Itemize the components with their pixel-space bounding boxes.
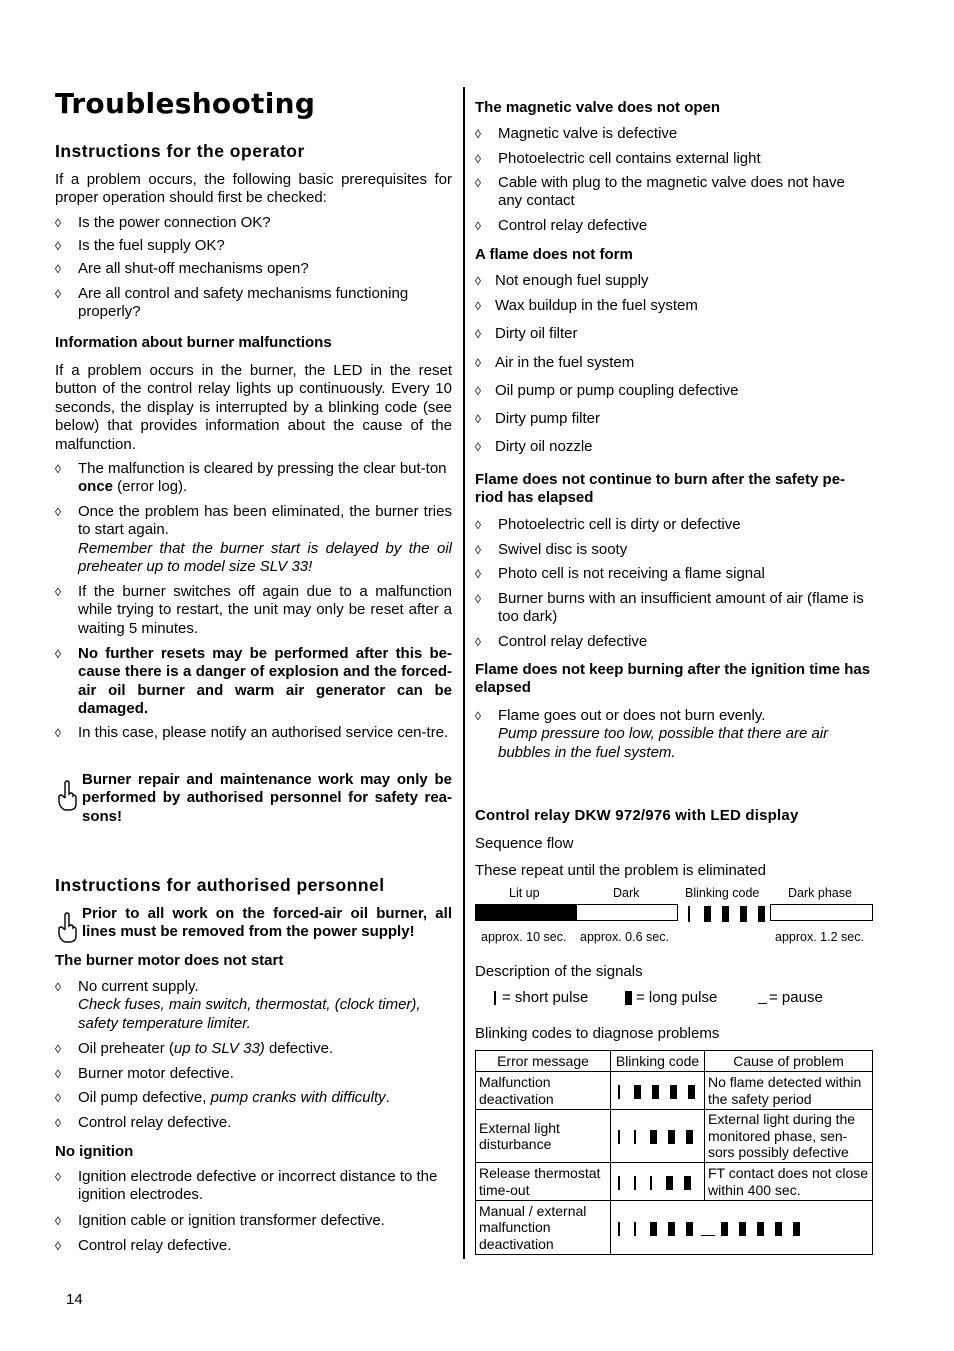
seq-lit-bar — [475, 904, 576, 921]
repeat-label: These repeat until the problem is eliminated — [475, 862, 766, 879]
seq-label-dark-phase: Dark phase — [788, 886, 852, 900]
seq-dark-bar — [576, 904, 678, 921]
page-number: 14 — [66, 1291, 83, 1308]
short-pulse-icon — [494, 991, 496, 1005]
legend-long: = long pulse — [625, 989, 717, 1007]
page-title: Troubleshooting — [55, 87, 316, 120]
blink-code-cell — [611, 1201, 873, 1255]
seq-blink-code — [688, 905, 765, 921]
table-header: Blinking code — [611, 1051, 705, 1072]
legend-pause: = pause — [758, 989, 823, 1007]
info-text: If a problem occurs in the burner, the LED in the reset button of the control relay lights up continuously. Every 10 seconds, the display is interrupted by a blinking code (see below) that provides information about the cause of the malfunction. — [55, 362, 452, 453]
pause-icon — [758, 1003, 767, 1004]
seq-label-lit: Lit up — [509, 886, 540, 900]
table-row: Manual / external malfunction deactivation — [476, 1201, 873, 1255]
operator-intro: If a problem occurs, the following basic prerequisites for proper operation should first be checked: — [55, 171, 452, 207]
ignition-heading: No ignition — [55, 1143, 134, 1160]
blink-code-cell — [611, 1163, 705, 1201]
seq-time-2: approx. 0.6 sec. — [580, 930, 669, 944]
valve-heading: The magnetic valve does not open — [475, 99, 721, 116]
flame-heading: A flame does not form — [475, 246, 633, 263]
seq-time-1: approx. 10 sec. — [481, 930, 567, 944]
table-header: Cause of problem — [705, 1051, 873, 1072]
pointing-hand-icon — [57, 780, 77, 812]
seq-dark-phase-bar — [770, 904, 873, 921]
personnel-heading: Instructions for authorised personnel — [55, 875, 385, 895]
personnel-warning: Prior to all work on the forced-air oil burner, all lines must be removed from the power supply! — [82, 905, 452, 941]
seq-time-3: approx. 1.2 sec. — [775, 930, 864, 944]
operator-heading: Instructions for the operator — [55, 141, 305, 161]
codes-label: Blinking codes to diagnose problems — [475, 1025, 720, 1042]
motor-heading: The burner motor does not start — [55, 952, 284, 969]
operator-note: Burner repair and maintenance work may only be performed by authorised personnel for safety rea-sons! — [82, 771, 452, 825]
table-row: Malfunction deactivation No flame detected within the safety period — [476, 1072, 873, 1110]
table-row: External light disturbance External light during the monitored phase, sen-sors possibly defective — [476, 1110, 873, 1163]
seq-label-dark: Dark — [613, 886, 640, 900]
signals-label: Description of the signals — [475, 963, 643, 980]
column-divider — [463, 87, 465, 1259]
info-heading: Information about burner malfunctions — [55, 334, 332, 351]
legend-short: = short pulse — [494, 989, 588, 1007]
long-pulse-icon — [625, 991, 632, 1005]
sequence-label: Sequence flow — [475, 835, 574, 852]
pointing-hand-icon — [57, 912, 77, 944]
relay-heading: Control relay DKW 972/976 with LED display — [475, 807, 799, 824]
blink-code-cell — [611, 1110, 705, 1163]
safety-heading: Flame does not continue to burn after the safety pe-riod has elapsed — [475, 471, 846, 506]
blink-code-cell — [611, 1072, 705, 1110]
table-header: Error message — [476, 1051, 611, 1072]
ignition-time-heading: Flame does not keep burning after the ignition time has elapsed — [475, 661, 871, 696]
blinking-codes-table — [475, 1050, 873, 1255]
seq-label-blink: Blinking code — [685, 886, 760, 900]
table-row: Release thermostat time-out FT contact does not close within 400 sec. — [476, 1163, 873, 1201]
